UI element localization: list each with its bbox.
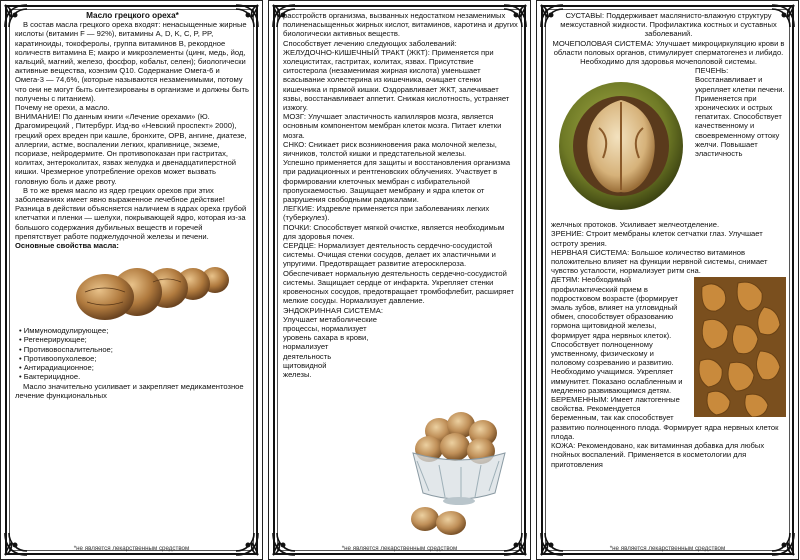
nervous-paragraph: НЕРВНАЯ СИСТЕМА: Большое количество витаминов положительно влияет на функции нервной системы, снимает чувство усталости, нормализует ритм сна. (551, 247, 768, 276)
text-paragraph: ПОЧКИ: Способствует мягкой очистке, является необходимым для здоровья почек. (283, 222, 505, 241)
bile-line: желчных протоков. Усиливает желчеотделение. (551, 220, 720, 230)
walnuts-row-image (15, 252, 250, 322)
endocrine-line: нормализует (283, 342, 329, 352)
properties-heading: Основные свойства масла: (15, 241, 119, 251)
panel-left-content (15, 11, 250, 537)
list-item: • Иммуномодулирующее; (19, 326, 109, 336)
endocrine-line: ЭНДОКРИННАЯ СИСТЕМА: (283, 305, 383, 315)
properties-list (15, 326, 250, 381)
text-paragraph: ЛЕГКИЕ: Издревле применяется при заболеваниях легких (туберкулез). (283, 204, 490, 223)
endocrine-line: деятельность (283, 351, 332, 361)
text-paragraph: расстройств организма, вызванных недостатком незаменимых полиненасыщенных жирных кислот, витаминов, каротина и других биологически активных веществ. (283, 11, 518, 39)
treatment-paragraph: В то же время масло из ядер грецких орехов при этих заболеваниях имеет явно выраженное лечебное действие! Разница в действии объясняется наличием в ядрах ореха грубой клетчатки и пленки — шелухи, покрывающей ядро, которая из-за большого содержания дубильных веществ и горечей препятствует работе поджелудочной железы и печени. (15, 185, 247, 241)
panel-right (536, 0, 799, 560)
liver-paragraph: ПЕЧЕНЬ: Восстанавливает и укрепляет клетки печени. Применяется при хронических и острых гепатитах. Способствует качественному и своевременному оттоку желчи. Повышает эластичность (695, 66, 785, 159)
text-paragraph: Успешно применяется для защиты и восстановления организма при радиационных и рентгеновских облучениях. Участвует в формировании клеточных мембран с избирательной пропускаемостью. Защищает мембрану и ядра клеток от разрушения свободными радикалами. (283, 158, 511, 205)
list-item: • Противовоспалительное; (19, 344, 113, 354)
pregnant-paragraph: БЕРЕМЕННЫМ: Имеет лактогенные свойства. Рекомендуется беременным, так как способствует развитию полноценного плода. Формирует ядра нервных клеток плода. (551, 395, 779, 441)
text-paragraph: СЕРДЦЕ: Нормализует деятельность сердечно-сосудистой системы. Очищая стенки сосудов, делает их эластичными и упругими. Предотвращает развитие атеросклероза. Обеспечивает нормальную деятельность сердечно-сосудистой системы. Защищает сердце от инфаркта. Укрепляет стенки кровеносных сосудов, предотвращает тромбофлебит, расширяет мелкие сосуды. Нормализует давление. (283, 241, 514, 306)
endocrine-line: процессы, нормализует (283, 323, 367, 333)
list-item: • Бактерицидное. (19, 372, 81, 382)
list-item: • Регенерирующее; (19, 335, 87, 345)
walnut-half-image (551, 68, 691, 218)
list-item: • Противоопухолевое; (19, 353, 97, 363)
walnut-bowl-image (399, 401, 519, 541)
genitourinary-paragraph: МОЧЕПОЛОВАЯ СИСТЕМА: Улучшает микроциркуляцию крови в области половых органов, стимулирует сперматогенез и либидо. Необходимо для здоровья мочеполовой системы. (552, 38, 785, 67)
text-paragraph: Способствует лечению следующих заболеваний: (283, 38, 457, 48)
joints-paragraph: СУСТАВЫ: Поддерживает маслянисто-влажную структуру межсуставной жидкости. Профилактика костных и суставных заболеваний. (560, 11, 777, 39)
text-paragraph: МОЗГ: Улучшает эластичность капилляров мозга, является основным компонентом мембран клеток мозга. Питает клетки мозга. (283, 112, 502, 140)
closing-paragraph: Масло значительно усиливает и закрепляет медикаментозное лечение функциональных (15, 381, 244, 400)
panel-middle (268, 0, 531, 560)
document-title: Масло грецкого ореха* (86, 11, 179, 20)
children-paragraph: ДЕТЯМ: Необходимый профилактический прием в подростковом возрасте (формирует эмаль зубов, влияет на угловидный обмен, способствует образованию гормона щитовидной железы, формирует ядра нервных клеток). Способствует полноценному умственному, физическому и половому созреванию и развитию. Необходимо учащимся. Укрепляет иммунитет. Показано ослабленным и медленно развивающимся детям. (551, 275, 683, 395)
panel-right-content (551, 11, 786, 537)
footnote: *не является лекарственным средством (609, 545, 726, 552)
footnote: *не является лекарственным средством (73, 545, 190, 552)
panel-left (0, 0, 263, 560)
endocrine-line: щитовидной (283, 360, 327, 370)
text-paragraph: СНКО: Снижает риск возникновения рака молочной железы, яичников, толстой кишки и предстательной железы. (283, 139, 497, 159)
text-paragraph: ЖЕЛУДОЧНО-КИШЕЧНЫЙ ТРАКТ (ЖКТ): Применяется при холециститах, гастритах, колитах, язвах. Присутствие ситостерола (незаменимая жирная кислота) уменьшает всасывание холестерина из кишечника, очищает стенки кишечника и прямой кишки. Оздоравливает ЖКТ, залечивает язвы, восстанавливает аппетит. Снижая кислотность, устраняет изжогу. (283, 47, 510, 113)
walnut-kernels-image (694, 277, 786, 417)
endocrine-line: железы. (283, 369, 312, 379)
endocrine-line: уровень сахара в крови, (283, 333, 369, 343)
endocrine-line: Улучшает метаболические (283, 314, 378, 324)
skin-paragraph: КОЖА: Рекомендовано, как витаминная добавка для любых гнойных воспалений. Применяется в косметологии для приготовления (551, 441, 765, 469)
endocrine-block (283, 306, 403, 380)
composition-paragraph: В состав масла грецкого ореха входят: ненасыщенные жирные кислоты (витамин F — 92%), витамины A, D, K, C, P, PP, каратиноиды, токоферолы, группа витаминов B, рекордное количеств витамина E; макро и микроэлементы (цинк, медь, йод, кальций, магний, железо, фосфор, кобальт, селен); биологически активные вещества, коэнзим Q10. Содержание Омега-6 и Омега-3 — 74,6%, (которые называются незаменимыми, потому что они не могут быть синтезированы в организме и должны быть получены с питанием). (15, 20, 249, 103)
footnote: *не является лекарственным средством (341, 545, 458, 552)
attention-paragraph: ВНИМАНИЕ! По данным книги «Лечение орехами» (Ю. Драгомирецкий , Питербург. Изд-во «Невский проспект» 2000), грецкий орех вреден при кашле, бронхите, ОРВ, ангине, диатезе, аллергии, астме, воспалении легких, крапивнице, экземе, псориазе, нейродермите. Он противопоказан при гастритах, колитах, энтероколитах, язвах желудка и двенадцатиперстной кишки. Чрезмерное употребление орехов может вызвать головную боль и даже рвоту. (15, 112, 247, 186)
vision-paragraph: ЗРЕНИЕ: Строит мембраны клеток сетчатки глаз. Улучшает остроту зрения. (551, 229, 763, 248)
list-item: • Антирадиационное; (19, 363, 94, 373)
why-oil-line: Почему не орехи, а масло. (15, 103, 110, 113)
